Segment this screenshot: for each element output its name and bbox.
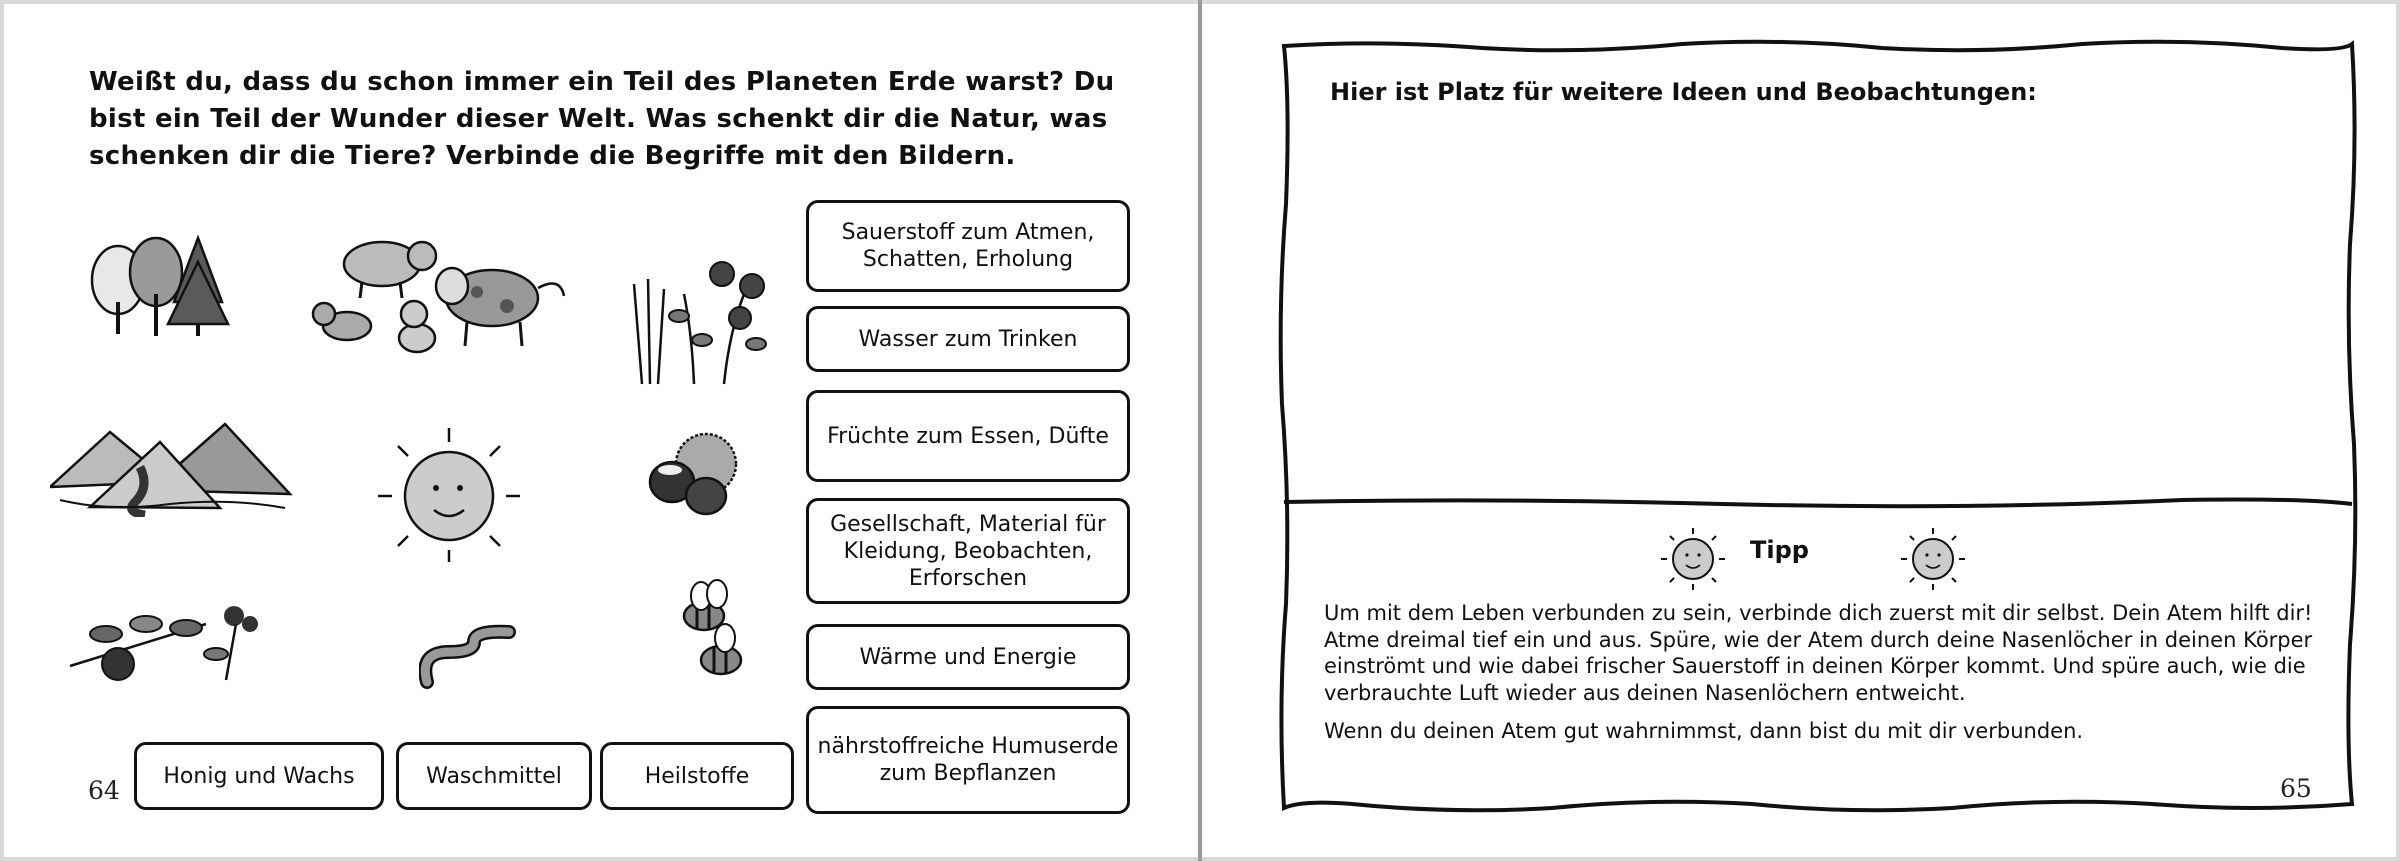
answer-box-waschmittel[interactable]: Waschmittel	[396, 742, 592, 810]
tip-paragraph: Um mit dem Leben verbunden zu sein, verbinde dich zuerst mit dir selbst. Dein Atem hilft dir! Atme dreimal tief ein und aus. Spüre, wie der Atem durch deine Nasenlöcher in deinen Körper einströmt und wie dabei frischer Sauerstoff in deinen Körper kommt. Und spüre auch, wie die verbrauchte Luft wieder aus deinen Nasenlöchern entweicht.	[1324, 601, 2313, 705]
answer-box-heilstoffe[interactable]: Heilstoffe	[600, 742, 794, 810]
mountain-spring-illustration[interactable]	[50, 412, 295, 517]
answer-box-fruechte[interactable]: Früchte zum Essen, Düfte	[806, 390, 1130, 482]
answer-box-sauerstoff[interactable]: Sauerstoff zum Atmen, Schatten, Erholung	[806, 200, 1130, 292]
notes-title: Hier ist Platz für weitere Ideen und Beobachtungen:	[1330, 78, 2037, 106]
chestnuts-illustration[interactable]	[644, 424, 744, 524]
page-number-left: 64	[88, 776, 120, 805]
answer-box-waerme[interactable]: Wärme und Energie	[806, 624, 1130, 690]
right-page	[1202, 4, 2396, 857]
answer-box-humuserde[interactable]: nährstoffreiche Humuserde zum Bepflanzen	[806, 706, 1130, 814]
herbs-illustration[interactable]	[624, 254, 774, 389]
answer-box-wasser[interactable]: Wasser zum Trinken	[806, 306, 1130, 372]
tip-text	[1324, 600, 2364, 757]
tip-label: Tipp	[1750, 536, 1809, 564]
trees-illustration[interactable]	[86, 232, 236, 342]
answer-box-honig[interactable]: Honig und Wachs	[134, 742, 384, 810]
intro-text: Weißt du, dass du schon immer ein Teil des Planeten Erde warst? Du bist ein Teil der Wunder dieser Welt. Was schenkt dir die Natur, was schenken dir die Tiere? Verbinde die Begriffe mit den Bildern.	[89, 67, 1115, 171]
farm-animals-illustration[interactable]	[302, 226, 584, 366]
answer-box-gesellschaft[interactable]: Gesellschaft, Material für Kleidung, Beobachten, Erforschen	[806, 498, 1130, 604]
tip-paragraph: Wenn du deinen Atem gut wahrnimmst, dann bist du mit dir verbunden.	[1324, 719, 2084, 743]
earthworm-illustration[interactable]	[419, 622, 519, 692]
sun-illustration[interactable]	[374, 424, 524, 564]
sun-icon	[1898, 526, 1968, 592]
page-number-right: 65	[2280, 774, 2312, 803]
left-page	[4, 4, 1198, 857]
bees-illustration[interactable]	[659, 576, 759, 686]
sun-icon	[1658, 526, 1728, 592]
berries-illustration[interactable]	[66, 594, 266, 684]
